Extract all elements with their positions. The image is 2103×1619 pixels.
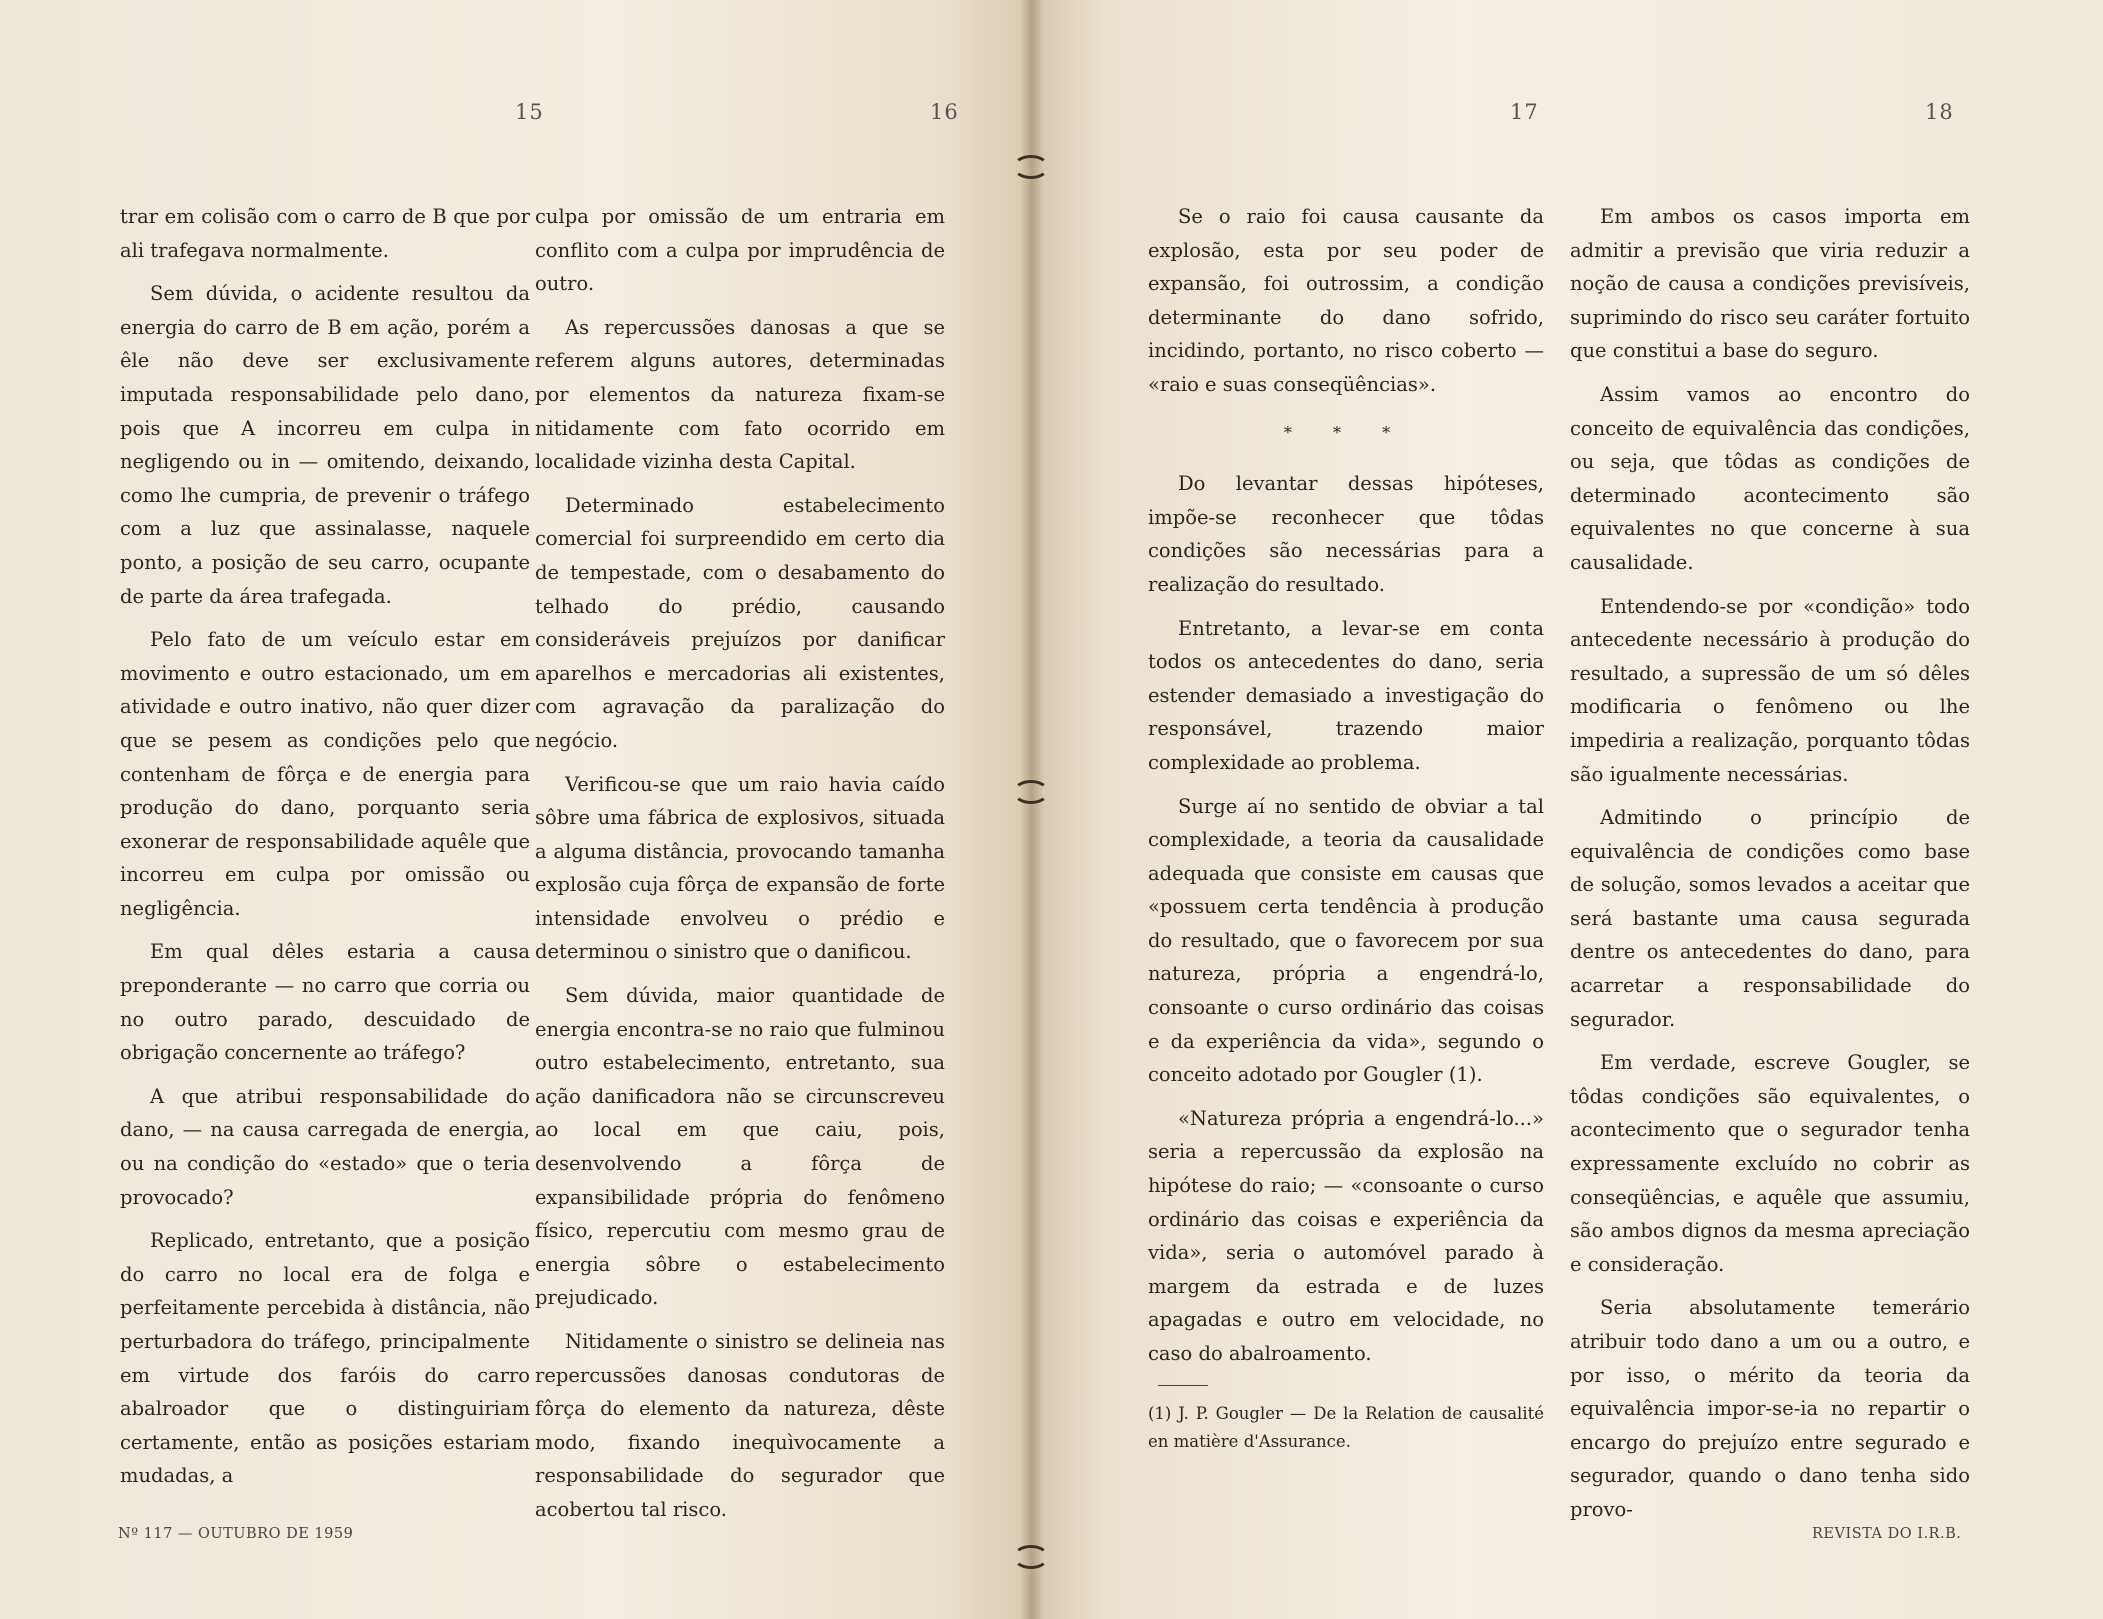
paragraph: A que atribui responsabilidade do dano, — na causa carregada de energia, ou na condição do «estado» que o teria provocado?	[120, 1084, 530, 1209]
binding-stitch-bottom	[1013, 1545, 1049, 1569]
paragraph: Em ambos os casos importa em admitir a previsão que viria reduzir a noção de causa a condições previsíveis, suprimindo do risco seu caráter fortuito que constitui a base do seguro.	[1570, 205, 1970, 363]
binding-stitch-middle	[1013, 780, 1049, 804]
paragraph: Em qual dêles estaria a causa preponderante — no carro que corria ou no outro parado, descuidado de obrigação concernente ao tráfego?	[120, 940, 530, 1065]
paragraph: Seria absolutamente temerário atribuir todo dano a um ou a outro, e por isso, o mérito da teoria da equivalência impor-se-ia no repartir o encargo do prejuízo entre segurado e segurador, quando o dano tenha sido provo-	[1570, 1296, 1970, 1521]
paragraph: Sem dúvida, maior quantidade de energia encontra-se no raio que fulminou outro estabelecimento, entretanto, sua ação danificadora não se circunscreveu ao local em que caiu, pois, desenvolvendo a fôrça de expansibilidade própria do fenômeno físico, repercutiu com mesmo grau de energia sôbre o estabelecimento prejudicado.	[535, 984, 945, 1310]
paragraph: As repercussões danosas a que se referem alguns autores, determinadas por elementos da natureza fixam-se nitidamente com fato ocorrido em localidade vizinha desta Capital.	[535, 315, 945, 474]
page-number-18: 18	[1925, 100, 1954, 124]
footnote-rule	[1158, 1385, 1208, 1386]
paragraph: Em verdade, escreve Gougler, se tôdas condições são equivalentes, o acontecimento que o segurador tenha expressamente excluído no cobrir as conseqüências, e aquêle que assumiu, são ambos dignos da mesma apreciação e consideração.	[1570, 1051, 1970, 1276]
page-number-15: 15	[515, 100, 544, 124]
footnote: (1) J. P. Gougler — De la Relation de causalité en matière d'Assurance.	[1148, 1403, 1544, 1451]
paragraph: «Natureza própria a engendrá-lo...» seria a repercussão da explosão na hipótese do raio; — «consoante o curso ordinário das coisas e experiência da vida», seria o automóvel parado à margem da estrada e de luzes apagadas e outro em velocidade, no caso do abalroamento.	[1148, 1106, 1544, 1365]
column-page-17	[1148, 200, 1544, 1466]
paragraph: Se o raio foi causa causante da explosão, esta por seu poder de expansão, foi outrossim, a condição determinante do dano sofrido, incidindo, portanto, no risco coberto — «raio e suas conseqüências».	[1148, 205, 1544, 396]
paragraph: Determinado estabelecimento comercial foi surpreendido em certo dia de tempestade, com o desabamento do telhado do prédio, causando consideráveis prejuízos por danificar aparelhos e mercadorias ali existentes, com agravação da paralização do negócio.	[535, 493, 945, 752]
paragraph: Sem dúvida, o acidente resultou da energia do carro de B em ação, porém a êle não deve ser exclusivamente imputada responsabilidade pelo dano, pois que A incorreu em culpa in negligendo ou in — omitendo, deixando, como lhe cumpria, de prevenir o tráfego com a luz que assinalasse, naquele ponto, a posição de seu carro, ocupante de parte da área trafegada.	[120, 282, 530, 608]
paragraph: Nitidamente o sinistro se delineia nas repercussões danosas condutoras de fôrça do elemento da natureza, dêste modo, fixando inequìvocamente a responsabilidade do segurador que acobertou tal risco.	[535, 1330, 945, 1521]
paragraph: Entendendo-se por «condição» todo antecedente necessário à produção do resultado, a supressão de um só dêles modificaria o fenômeno ou lhe impediria a realização, porquanto tôdas são igualmente necessárias.	[1570, 594, 1970, 786]
paragraph: Pelo fato de um veículo estar em movimento e outro estacionado, um em atividade e outro inativo, não quer dizer que se pesem as condições pelo que contenham de fôrça e de energia para produção do dano, porquanto seria exonerar de responsabilidade aquêle que incorreu em culpa por omissão ou negligência.	[120, 628, 530, 920]
column-page-15	[120, 200, 530, 1503]
paragraph: Replicado, entretanto, que a posição do carro no local era de folga e perfeitamente percebida à distância, não perturbadora do tráfego, principalmente em virtude dos faróis do carro abalroador que o distinguiriam certamente, então as posições estariam mudadas, a	[120, 1229, 530, 1488]
footer-journal-name: REVISTA DO I.R.B.	[1812, 1526, 1962, 1542]
paragraph: Do levantar dessas hipóteses, impõe-se reconhecer que tôdas condições são necessárias para a realização do resultado.	[1148, 472, 1544, 596]
paragraph: Assim vamos ao encontro do conceito de equivalência das condições, ou seja, que tôdas as condições de determinado acontecimento são equivalentes no que concerne à sua causalidade.	[1570, 382, 1970, 574]
paragraph: Entretanto, a levar-se em conta todos os antecedentes do dano, seria estender demasiado a investigação do responsável, trazendo maior complexidade ao problema.	[1148, 616, 1544, 774]
column-page-16	[535, 200, 945, 1537]
paragraph: Admitindo o princípio de equivalência de condições como base de solução, somos levados a aceitar que será bastante uma causa segurada dentre os antecedentes do dano, para acarretar a responsabilidade do segurador.	[1570, 806, 1970, 1031]
footer-issue-date: Nº 117 — OUTUBRO DE 1959	[118, 1526, 354, 1542]
page-number-17: 17	[1510, 100, 1539, 124]
paragraph: trar em colisão com o carro de B que por ali trafegava normalmente.	[120, 205, 530, 262]
paragraph: Surge aí no sentido de obviar a tal complexidade, a teoria da causalidade adequada que consiste em causas que «possuem certa tendência à produção do resultado, que o favorecem por sua natureza, própria a engendrá-lo, consoante o curso ordinário das coisas e da experiência da vida», segundo o conceito adotado por Gougler (1).	[1148, 794, 1544, 1087]
paragraph: culpa por omissão de um entraria em conflito com a culpa por imprudência de outro.	[535, 205, 945, 296]
page-number-16: 16	[930, 100, 959, 124]
binding-stitch-top	[1013, 155, 1049, 179]
binding-gutter	[1020, 0, 1044, 1619]
column-page-18	[1570, 200, 1970, 1537]
section-divider-stars: * * *	[1283, 422, 1409, 442]
paragraph: Verificou-se que um raio havia caído sôbre uma fábrica de explosivos, situada a alguma distância, provocando tamanha explosão cuja fôrça de expansão de forte intensidade envolveu o prédio e determinou o sinistro que o danificou.	[535, 772, 945, 964]
